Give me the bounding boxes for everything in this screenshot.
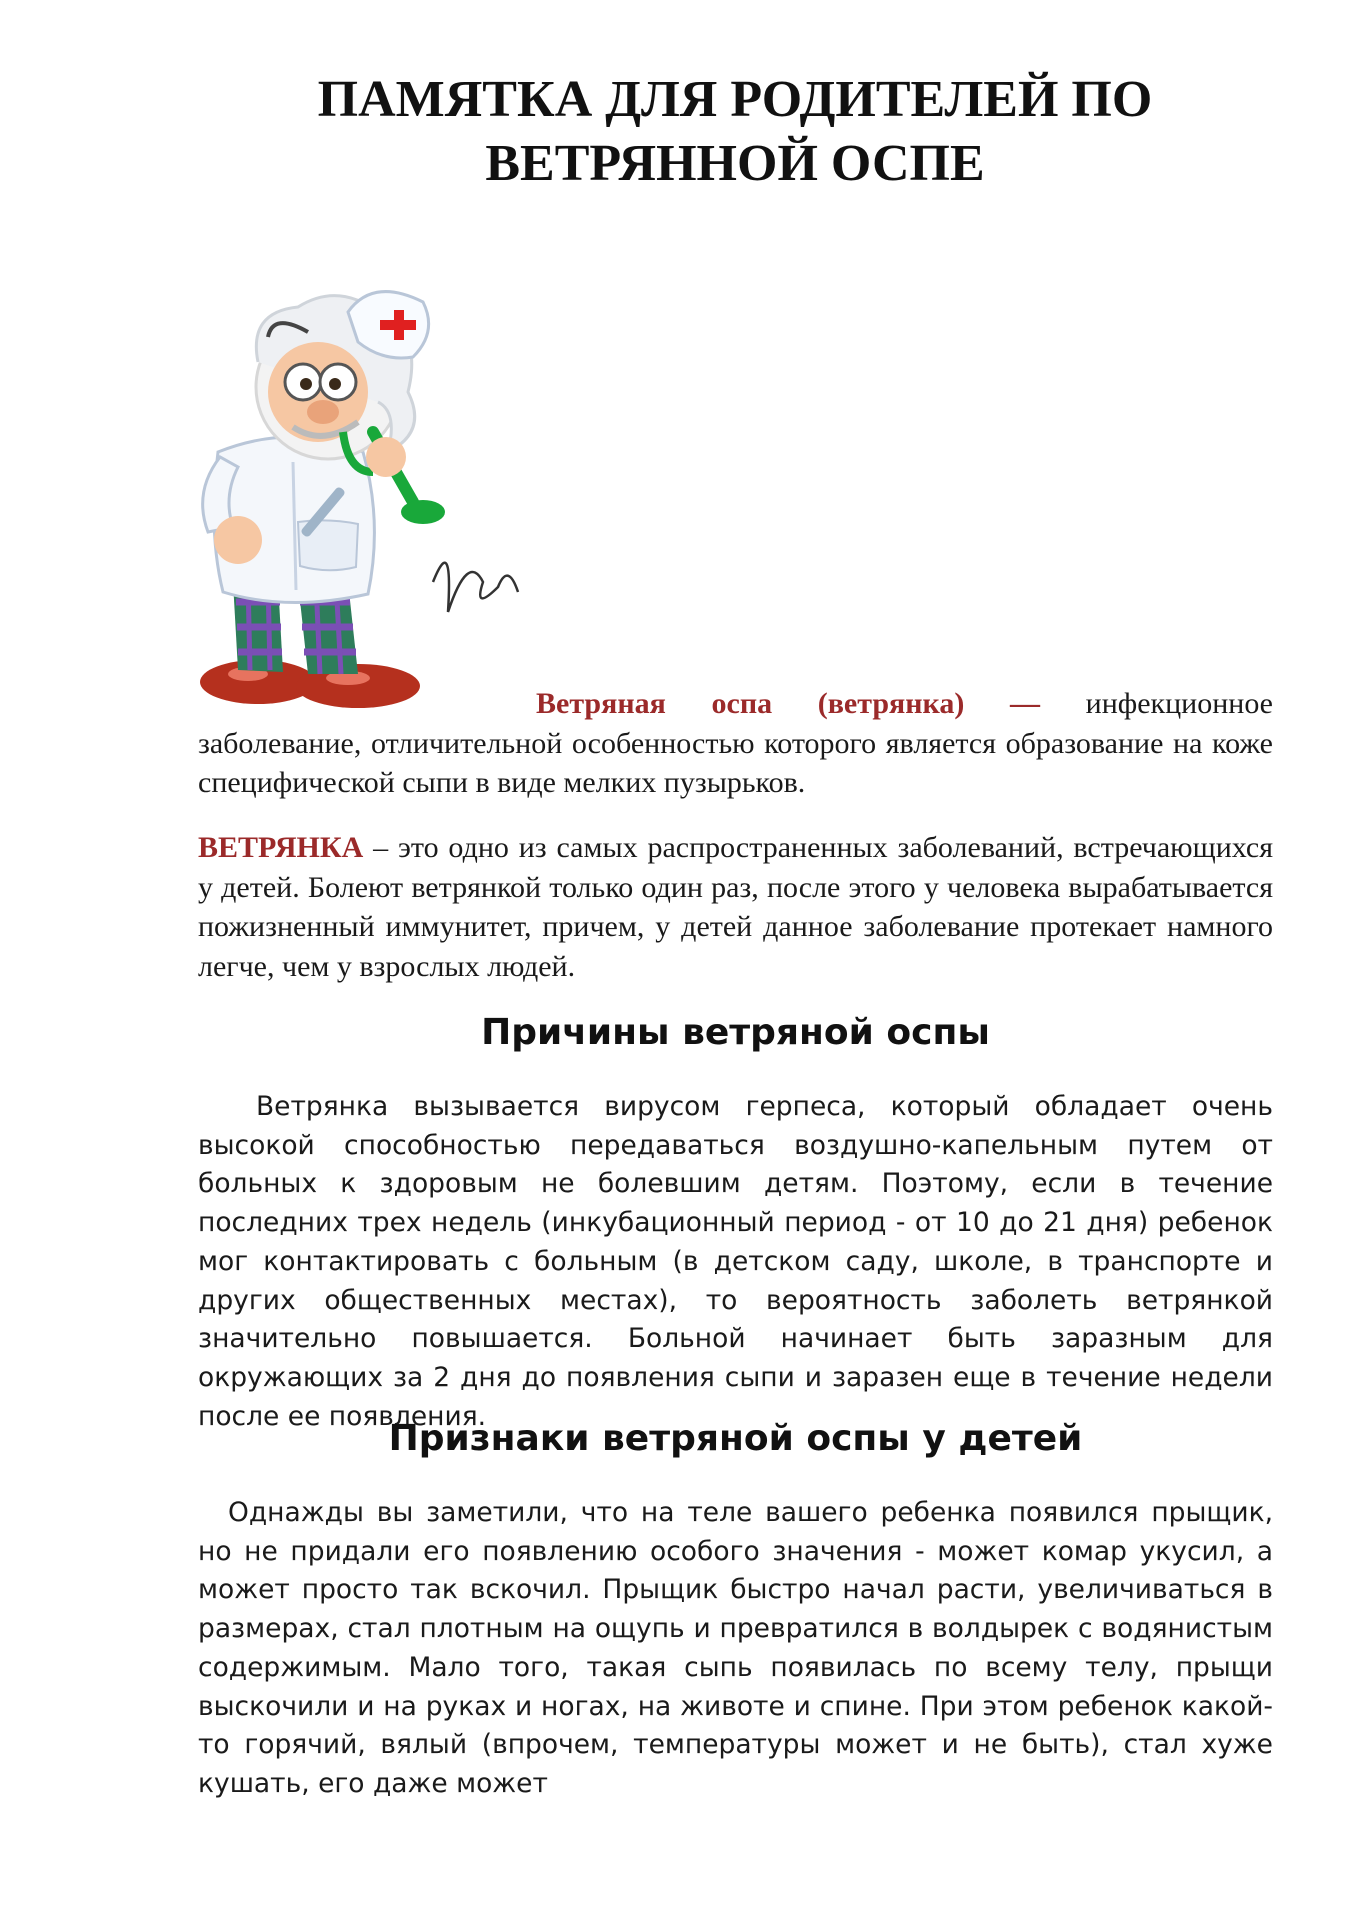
- intro-dash: —: [964, 687, 1086, 720]
- section-heading-causes: Причины ветряной оспы: [481, 1012, 990, 1053]
- intro2-text: – это одно из самых распространенных заболеваний, встречающихся у детей. Болеют ветрянкой только один раз, после этого у человека вырабатывается пожизненный иммунитет, причем, у детей данное заболевание протекает намного легче, чем у взрослых людей.: [198, 831, 1273, 983]
- doctor-cartoon-illustration: [198, 282, 538, 710]
- page-title: [195, 68, 1275, 196]
- intro2-term: ВЕТРЯНКА: [198, 831, 364, 864]
- intro-term: Ветряная оспа (ветрянка): [536, 687, 965, 720]
- intro-text: инфекционное заболевание, отличительной особенностью которого является образование на коже специфической сыпи в виде мелких пузырьков.: [198, 687, 1273, 799]
- intro-paragraph: [198, 684, 1273, 803]
- signs-paragraph: Однажды вы заметили, что на теле вашего ребенка появился прыщик, но не придали его появлению особого значения - может комар укусил, а может просто так вскочил. Прыщик быстро начал расти, увеличиваться в размерах, стал плотным на ощупь и превратился в волдырек с водянистым содержимым. Мало того, такая сыпь появилась по всему телу, прыщи выскочили и на руках и ногах, на животе и спине. При этом ребенок какой-то горячий, вялый (впрочем, температуры может и не быть), стал хуже кушать, его даже может: [198, 1497, 1273, 1799]
- page-title-line-1: ПАМЯТКА ДЛЯ РОДИТЕЛЕЙ ПО: [317, 71, 1153, 128]
- page-title-line-2: ВЕТРЯННОЙ ОСПЕ: [485, 135, 985, 192]
- section-heading-signs: Признаки ветряной оспы у детей: [388, 1418, 1083, 1459]
- intro2-paragraph: [198, 828, 1273, 986]
- causes-paragraph: Ветрянка вызывается вирусом герпеса, который обладает очень высокой способностью передаваться воздушно-капельным путем от больных к здоровым не болевшим детям. Поэтому, если в течение последних трех недель (инкубационный период - от 10 до 21 дня) ребенок мог контактировать с больным (в детском саду, школе, в транспорте и других общественных местах), то вероятность заболеть ветрянкой значительно повышается. Больной начинает быть заразным для окружающих за 2 дня до появления сыпи и заразен еще в течение недели после ее появления.: [198, 1091, 1273, 1432]
